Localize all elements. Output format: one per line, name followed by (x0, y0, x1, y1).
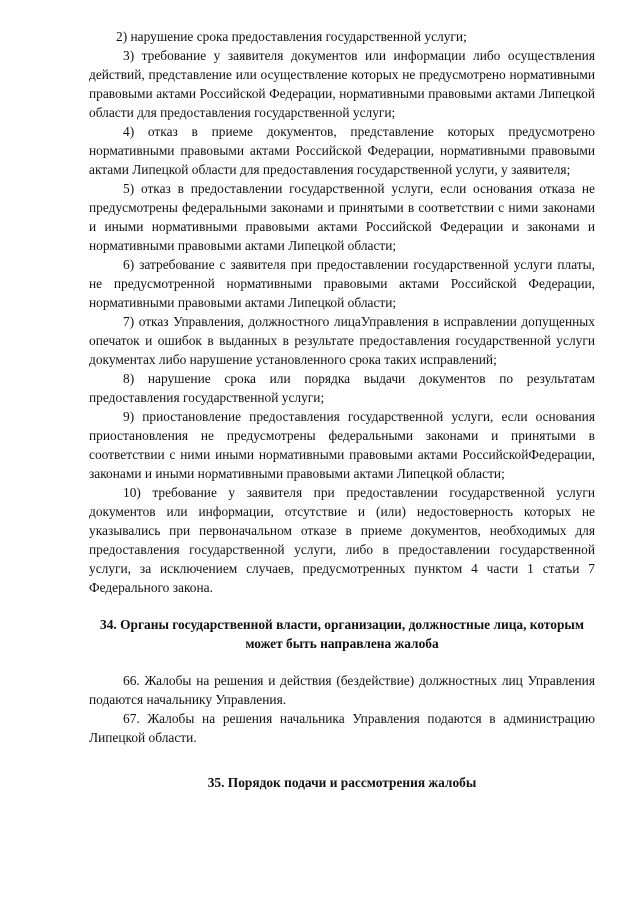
paragraph-item-5: 5) отказ в предоставлении государственной услуги, если основания отказа не предусмотрены федеральными законами и принятыми в соответствии с ними законами и иными нормативными правовыми актами Российской Федерации и законами и нормативными правовыми актами Липецкой области; (89, 181, 595, 253)
paragraph-67: 67. Жалобы на решения начальника Управления подаются в администрацию Липецкой области. (89, 711, 595, 745)
paragraph-item-9: 9) приостановление предоставления государственной услуги, если основания приостановления не предусмотрены федеральными законами и принятыми в соответствии с ними иными нормативными правовыми актами РоссийскойФедерации, законами и иными нормативными правовыми актами Липецкой области; (89, 409, 595, 481)
document-page (89, 27, 595, 792)
paragraph-item-2: 2) нарушение срока предоставления государственной услуги; (116, 29, 467, 44)
paragraph-item-6: 6) затребование с заявителя при предоставлении государственной услуги платы, не предусмотренной нормативными правовыми актами Российской Федерации, нормативными правовыми актами Липецкой области; (89, 257, 595, 310)
paragraph-item-3: 3) требование у заявителя документов или информации либо осуществления действий, представление или осуществление которых не предусмотрено нормативными правовыми актами Российской Федерации, нормативными правовыми актами Липецкой области для предоставления государственной услуги; (89, 48, 595, 120)
paragraph-item-4: 4) отказ в приеме документов, представление которых предусмотрено нормативными правовыми актами Российской Федерации, нормативными правовыми актами Липецкой области для предоставления государственной услуги, у заявителя; (89, 124, 595, 177)
paragraph-item-7: 7) отказ Управления, должностного лицаУправления в исправлении допущенных опечаток и ошибок в выданных в результате предоставления государственной услуги документах либо нарушение установленного срока таких исправлений; (89, 314, 595, 367)
paragraph-item-10: 10) требование у заявителя при предоставлении государственной услуги документов или информации, отсутствие и (или) недостоверность которых не указывались при первоначальном отказе в приеме документов, необходимых для предоставления государственной услуги, либо в предоставлении государственной услуги, за исключением случаев, предусмотренных пунктом 4 части 1 статьи 7 Федерального закона. (89, 485, 595, 595)
section-34-heading: 34. Органы государственной власти, организации, должностные лица, которым может быть направлена жалоба (100, 617, 584, 651)
section-35-heading: 35. Порядок подачи и рассмотрения жалобы (207, 775, 477, 790)
paragraph-66: 66. Жалобы на решения и действия (бездействие) должностных лиц Управления подаются начальнику Управления. (89, 673, 595, 707)
section-spacer (89, 653, 595, 671)
paragraph-item-8: 8) нарушение срока или порядка выдачи документов по результатам предоставления государственной услуги; (89, 371, 595, 405)
